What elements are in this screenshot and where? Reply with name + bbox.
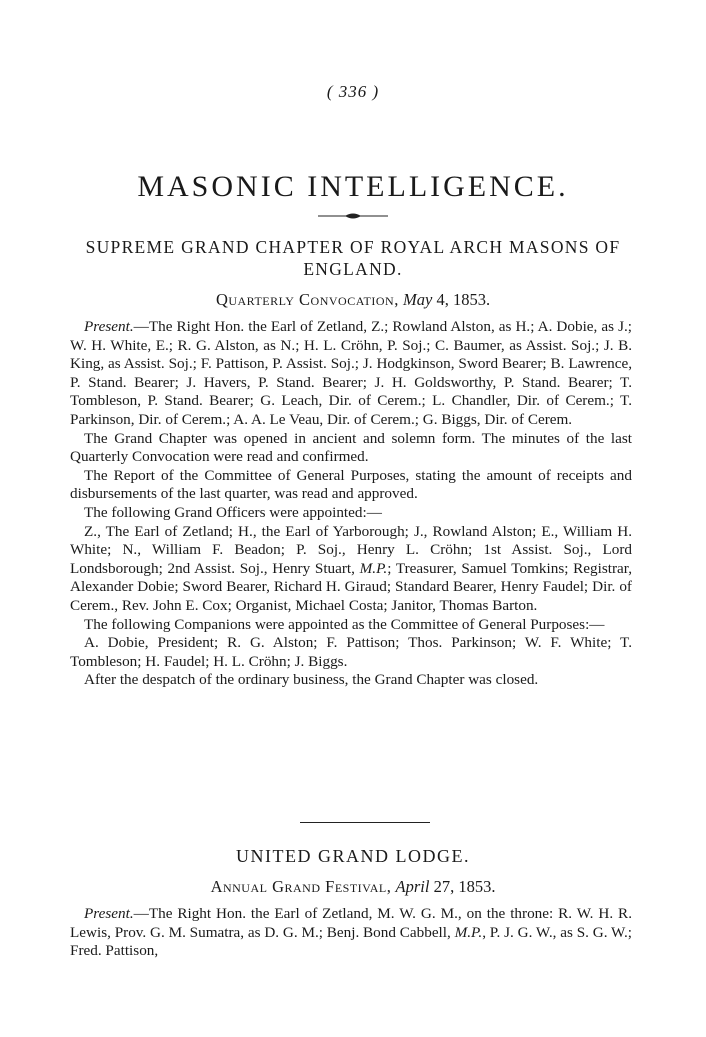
present-text-a: —The Right Hon. the Earl of Zetland, M. W. G. M., on the throne: R. W. H. R. Lewis, Prov. G. M. Sumatra, as D. G. M.; Benj. Bond Cabbell, — [70, 905, 632, 941]
paragraph: The following Companions were appointed as the Committee of General Purposes:— — [84, 615, 605, 633]
mp-abbrev: M.P. — [454, 923, 483, 941]
present-label: Present. — [84, 905, 134, 922]
subheading-date: 4, 1853. — [436, 290, 491, 309]
section-heading-grand-chapter: SUPREME GRAND CHAPTER OF ROYAL ARCH MASONS OF ENGLAND. — [85, 237, 621, 279]
section-heading-grand-lodge: UNITED GRAND LODGE. — [236, 846, 470, 866]
subheading-month: April — [395, 877, 430, 896]
paragraph: The Grand Chapter was opened in ancient and solemn form. The minutes of the last Quarterly Convocation were read and confirmed. — [70, 429, 632, 466]
page-number: ( 336 ) — [326, 82, 380, 101]
page-title: MASONIC INTELLIGENCE. — [137, 170, 569, 203]
officers-text-a: Z., The Earl of Zetland; H., the Earl of Yarborough; J., Rowland Alston; E., William H. White; N., William F. Beadon; P. Soj., Henry L. Cröhn; 1st Assist. Soj., Lord Londsborough; 2nd Assist. Soj., Henry Stuart, — [70, 522, 632, 577]
paragraph-officers — [70, 523, 632, 616]
subheading-label: Quarterly Convocation, — [215, 290, 399, 309]
section-divider — [300, 822, 430, 823]
section-subheading-convocation — [0, 290, 706, 310]
officers-text-b: ; Treasurer, Samuel Tomkins; Registrar, Alexander Dobie; Sword Bearer, Richard H. Giraud; Standard Bearer, Henry Faudel; Dir. of Cerem., Rev. John E. Cox; Organist, Michael Costa; Janitor, Thomas Barton. — [70, 559, 632, 614]
section-subheading-festival — [0, 877, 706, 897]
subheading-date: 27, 1853. — [433, 877, 496, 896]
paragraph-present — [70, 905, 632, 961]
subheading-label: Annual Grand Festival, — [210, 877, 392, 896]
subheading-month: May — [402, 290, 433, 309]
paragraph: The following Grand Officers were appointed:— — [84, 503, 382, 521]
present-text: —The Right Hon. the Earl of Zetland, Z.; Rowland Alston, as H.; A. Dobie, as J.; W. H. White, E.; R. G. Alston, as N.; H. L. Cröhn, P. Soj.; C. Baumer, as Assist. Soj.; J. B. King, as Assist. Soj.; F. Pattison, P. Assist. Soj.; J. Hodgkinson, Sword Bearer; B. Lawrence, P. Stand. Bearer; J. Havers, P. Stand. Bearer; J. H. Goldsworthy, P. Stand. Bearer; T. Tombleson, P. Stand. Bearer; G. Leach, Dir. of Cerem.; L. Chandler, Dir. of Cerem.; T. Parkinson, Dir. of Cerem.; A. A. Le Veau, Dir. of Cerem.; G. Biggs, Dir. of Cerem. — [70, 318, 632, 428]
mp-abbrev: M.P. — [359, 559, 388, 577]
section-body-grand-lodge — [70, 905, 632, 961]
paragraph-present — [70, 318, 632, 430]
paragraph: The Report of the Committee of General Purposes, stating the amount of receipts and disbursements of the last quarter, was read and approved. — [70, 466, 632, 503]
ornament-divider-icon — [318, 212, 388, 220]
section-body-grand-chapter — [70, 318, 632, 690]
paragraph: A. Dobie, President; R. G. Alston; F. Pattison; Thos. Parkinson; W. F. White; T. Tombleson; H. Faudel; H. L. Cröhn; J. Biggs. — [70, 634, 632, 670]
present-text-b: , P. J. G. W., as S. G. W.; Fred. Pattison, — [70, 923, 632, 960]
present-label: Present. — [84, 318, 134, 335]
paragraph: After the despatch of the ordinary business, the Grand Chapter was closed. — [84, 671, 539, 689]
